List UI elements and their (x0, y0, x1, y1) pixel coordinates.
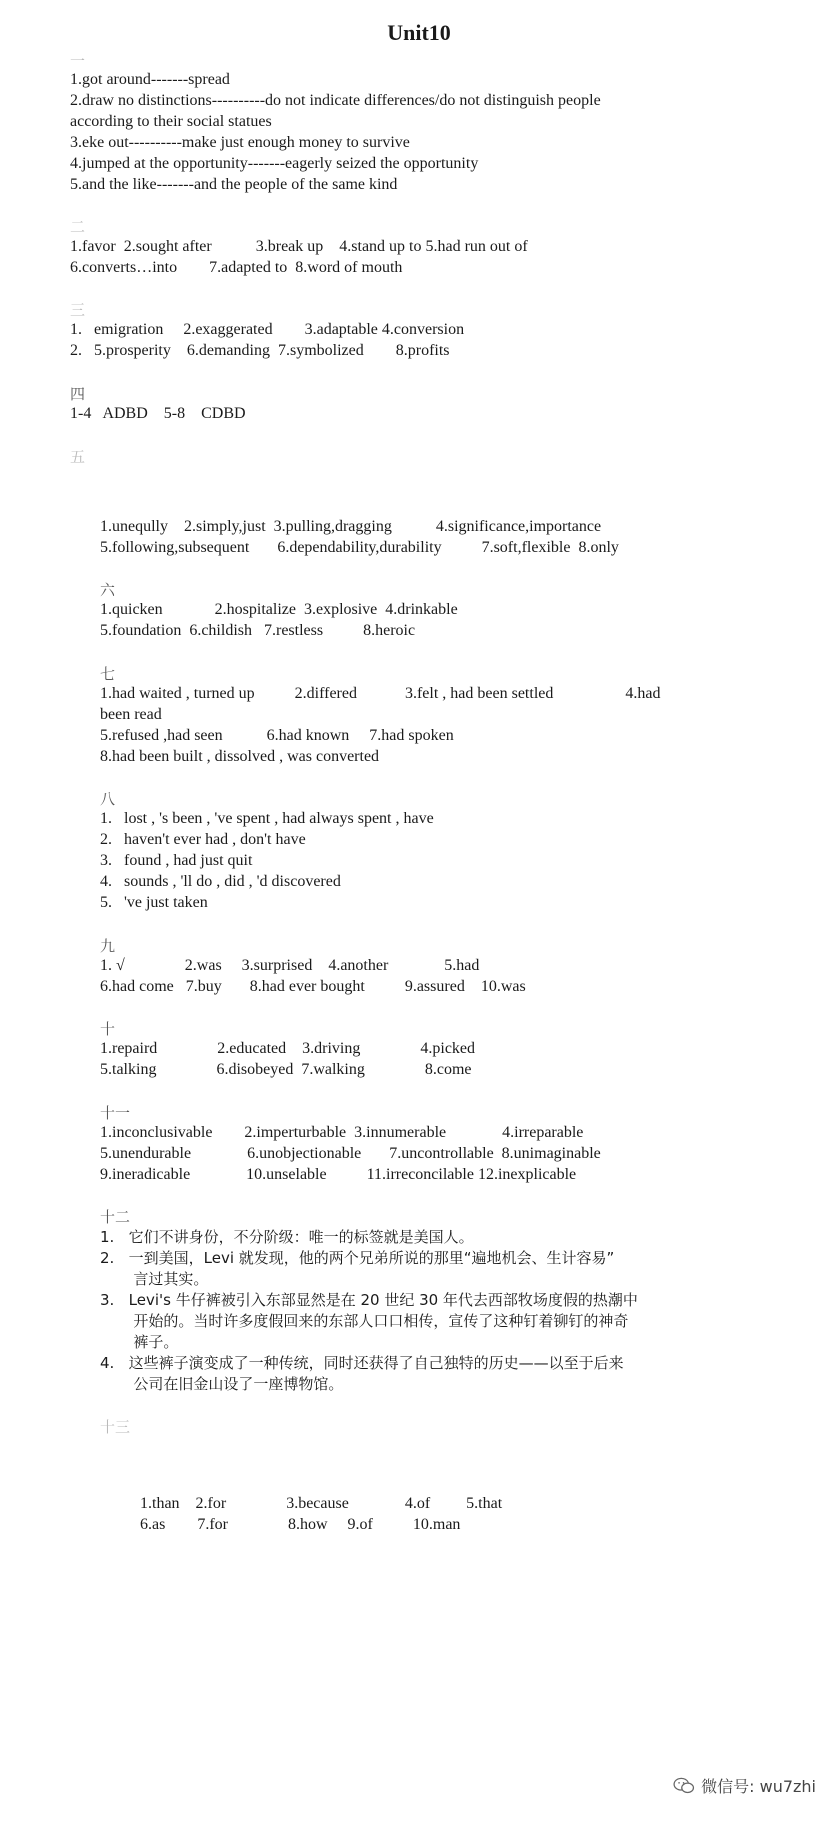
s4-line: 1-4 ADBD 5-8 CDBD (70, 405, 246, 422)
s7-line: 1.had waited , turned up 2.differed 3.felt , had been settled 4.had (100, 685, 661, 702)
section-12-heading: 十二 (100, 1208, 131, 1226)
s13-line: 6.as 7.for 8.how 9.of 10.man (140, 1516, 461, 1533)
section-2-heading: 二 (70, 218, 86, 236)
s3-line: 2. 5.prosperity 6.demanding 7.symbolized 8.profits (70, 342, 450, 359)
s12-line: 裤子。 (100, 1333, 179, 1351)
s12-line: 4. 这些裤子演变成了一种传统，同时还获得了自己独特的历史——以至于后来 (100, 1354, 624, 1372)
section-10-heading: 十 (100, 1020, 116, 1038)
s5-line: 5.following,subsequent 6.dependability,durability 7.soft,flexible 8.only (100, 539, 619, 556)
section-9-heading: 九 (100, 937, 116, 955)
s12-line: 1. 它们不讲身份，不分阶级：唯一的标签就是美国人。 (100, 1228, 474, 1246)
s1-line: 4.jumped at the opportunity-------eagerly seized the opportunity (70, 155, 479, 172)
section-11-heading: 十一 (100, 1104, 131, 1122)
s6-line: 1.quicken 2.hospitalize 3.explosive 4.drinkable (100, 601, 458, 618)
s8-line: 5. 've just taken (100, 894, 208, 911)
s1-line: 5.and the like-------and the people of the same kind (70, 176, 398, 193)
s11-line: 9.ineradicable 10.unselable 11.irreconcilable 12.inexplicable (100, 1166, 577, 1183)
s11-line: 5.unendurable 6.unobjectionable 7.uncontrollable 8.unimaginable (100, 1145, 601, 1162)
section-6-heading: 六 (100, 581, 116, 599)
section-4-heading: 四 (70, 385, 86, 403)
s9-line: 6.had come 7.buy 8.had ever bought 9.assured 10.was (100, 978, 526, 995)
s1-line: 2.draw no distinctions----------do not indicate differences/do not distinguish people (70, 92, 601, 109)
s3-line: 1. emigration 2.exaggerated 3.adaptable 4.conversion (70, 321, 465, 338)
s2-line: 1.favor 2.sought after 3.break up 4.stand up to 5.had run out of (70, 238, 528, 255)
s7-line: been read (100, 706, 162, 723)
s11-line: 1.inconclusivable 2.imperturbable 3.innumerable 4.irreparable (100, 1124, 584, 1141)
s10-line: 5.talking 6.disobeyed 7.walking 8.come (100, 1061, 472, 1078)
s8-line: 4. sounds , 'll do , did , 'd discovered (100, 873, 341, 890)
wechat-icon (673, 1777, 695, 1795)
section-5-heading: 五 (70, 448, 86, 466)
s10-line: 1.repaird 2.educated 3.driving 4.picked (100, 1040, 476, 1057)
s6-line: 5.foundation 6.childish 7.restless 8.heroic (100, 622, 416, 639)
section-13-heading: 十三 (100, 1418, 131, 1436)
s5-line: 1.uneqully 2.simply,just 3.pulling,dragging 4.significance,importance (100, 518, 602, 535)
watermark-text: 微信号: wu7zhi (701, 1777, 816, 1796)
s12-line: 2. 一到美国，Levi 就发现，他的两个兄弟所说的那里“遍地机会、生计容易” (100, 1249, 615, 1267)
s12-line: 3. Levi's 牛仔裤被引入东部显然是在 20 世纪 30 年代去西部牧场度假的热潮中 (100, 1291, 638, 1309)
section-7-heading: 七 (100, 665, 116, 683)
s8-line: 3. found , had just quit (100, 852, 253, 869)
section-1-heading: 一 (70, 52, 86, 70)
s1-line: 1.got around-------spread (70, 71, 230, 88)
s12-line: 开始的。当时许多度假回来的东部人口口相传，宣传了这种钉着铆钉的神奇 (100, 1312, 629, 1330)
s12-line: 言过其实。 (100, 1270, 209, 1288)
s9-line: 1. √ 2.was 3.surprised 4.another 5.had (100, 957, 480, 974)
section-8-heading: 八 (100, 790, 116, 808)
s2-line: 6.converts…into 7.adapted to 8.word of mouth (70, 259, 403, 276)
s7-line: 5.refused ,had seen 6.had known 7.had spoken (100, 727, 454, 744)
s1-line: 3.eke out----------make just enough money to survive (70, 134, 410, 151)
s12-line: 公司在旧金山设了一座博物馆。 (100, 1375, 344, 1393)
s8-line: 1. lost , 's been , 've spent , had always spent , have (100, 810, 434, 827)
section-3-heading: 三 (70, 301, 86, 319)
wechat-watermark (673, 1774, 816, 1797)
s1-line: according to their social statues (70, 113, 272, 130)
s13-line: 1.than 2.for 3.because 4.of 5.that (140, 1495, 503, 1512)
page-title: Unit10 (387, 20, 451, 45)
s7-line: 8.had been built , dissolved , was converted (100, 748, 380, 765)
s8-line: 2. haven't ever had , don't have (100, 831, 306, 848)
